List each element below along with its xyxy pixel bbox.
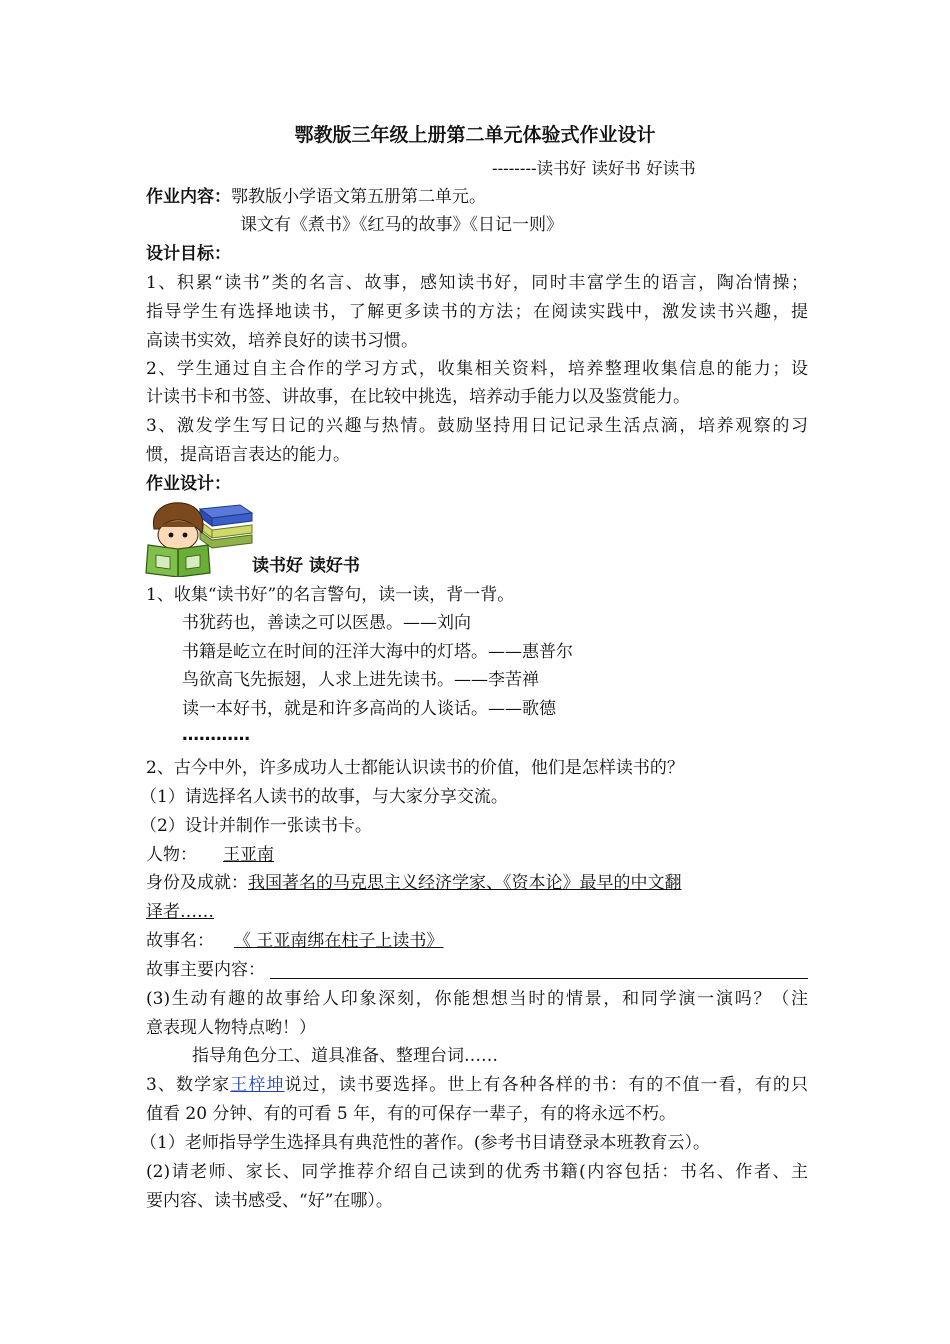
question-2-3-line1: (3)生动有趣的故事给人印象深刻，你能想想当时的情景，和同学演一演吗？（注	[146, 989, 808, 1009]
question-2-3-line2: 意表现人物特点哟！）	[146, 1018, 316, 1038]
question-3-line2: 值看 20 分钟、有的可看 5 年，有的可保存一辈子，有的将永远不朽。	[146, 1104, 677, 1124]
boy-reading-book-icon	[144, 499, 254, 577]
question-1: 1、收集“读书好”的名言警句，读一读，背一背。	[146, 585, 515, 605]
goal1-line3: 高读书实效，培养良好的读书习惯。	[146, 331, 418, 351]
guide-text: 指导角色分工、道具准备、整理台词……	[192, 1046, 498, 1066]
question-3-pre: 3、数学家	[146, 1075, 231, 1095]
quote-item: 书犹药也，善读之可以医愚。——刘向	[182, 613, 471, 633]
identity-row-cont	[146, 898, 234, 926]
question-3-post: 说过，读书要选择。世上有各种各样的书：有的不值一看，有的只	[284, 1075, 808, 1095]
story-label: 故事名：	[146, 931, 214, 951]
story-row	[146, 927, 473, 955]
goal2-line2: 计读书卡和书签、讲故事，在比较中挑选，培养动手能力以及鉴赏能力。	[146, 387, 690, 407]
goal2-line1: 2、学生通过自主合作的学习方式，收集相关资料，培养整理收集信息的能力；设	[146, 359, 808, 379]
goals-label: 设计目标：	[146, 244, 231, 264]
story-value: 《 王亚南绑在柱子上读书》	[234, 931, 444, 951]
question-3-2-line1: (2)请老师、家长、同学推荐介绍自己读到的优秀书籍(内容包括：书名、作者、主	[146, 1162, 808, 1182]
question-2-1: （1）请选择名人读书的故事，与大家分享交流。	[140, 787, 508, 807]
question-3-2-line2: 要内容、读书感受、“好”在哪）。	[146, 1191, 393, 1211]
quote-item: 鸟欲高飞先振翅，人求上进先读书。——李苦禅	[182, 670, 539, 690]
goal1-line1: 1、积累“读书”类的名言、故事，感知读书好，同时丰富学生的语言，陶冶情操；	[146, 273, 808, 293]
question-3-line1	[146, 1071, 808, 1099]
question-2: 2、古今中外，许多成功人士都能认识读书的价值，他们是怎样读书的？	[146, 758, 684, 778]
content-text: 鄂教版小学语文第五册第二单元。	[231, 187, 486, 207]
person-label: 人物：	[146, 845, 197, 865]
quote-item: 书籍是屹立在时间的汪洋大海中的灯塔。——惠普尔	[182, 642, 573, 662]
content-lessons: 课文有《煮书》《红马的故事》《日记一则》	[240, 215, 563, 235]
identity-value-cont: 译者……	[146, 902, 214, 922]
goal3-line2: 惯，提高语言表达的能力。	[146, 445, 350, 465]
identity-label: 身份及成就：	[146, 873, 248, 893]
question-3-1: （1）老师指导学生选择具有典范性的著作。(参考书目请登录本班教育云）。	[140, 1133, 710, 1153]
content-label: 作业内容：	[146, 187, 231, 207]
design-label: 作业设计：	[146, 474, 231, 494]
story-content-row	[146, 956, 265, 984]
person-row	[146, 841, 300, 869]
story-content-label: 故事主要内容：	[146, 960, 265, 980]
quote-item: 读一本好书，就是和许多高尚的人谈话。——歌德	[182, 699, 556, 719]
identity-value: 我国著名的马克思主义经济学家、《资本论》最早的中文翻	[248, 873, 682, 893]
question-2-2: （2）设计并制作一张读书卡。	[140, 816, 372, 836]
document-subtitle: --------读书好 读好书 好读书	[492, 159, 696, 178]
goal3-line1: 3、激发学生写日记的兴趣与热情。鼓励坚持用日记记录生活点滴，培养观察的习	[146, 416, 808, 436]
goal1-line2: 指导学生有选择地读书，了解更多读书的方法；在阅读实践中，激发读书兴趣，提	[146, 302, 808, 322]
content-row	[146, 183, 486, 211]
mathematician-link[interactable]: 王梓坤	[230, 1075, 285, 1095]
document-title: 鄂教版三年级上册第二单元体验式作业设计	[294, 124, 656, 146]
section-heading: 读书好 读好书	[252, 556, 360, 576]
identity-row	[146, 869, 682, 897]
story-content-blank	[270, 978, 808, 979]
person-value: 王亚南	[223, 845, 274, 865]
quotes-ellipsis: …………	[182, 725, 250, 745]
